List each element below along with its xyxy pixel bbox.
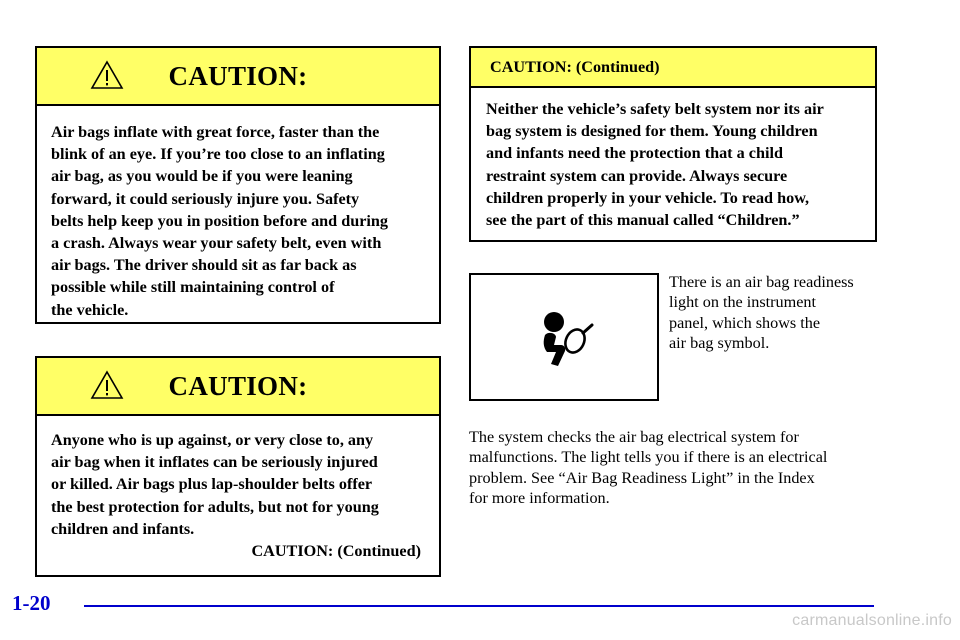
caution-line: a crash. Always wear your safety belt, even with (51, 234, 382, 253)
caution-line: possible while still maintaining control of (51, 278, 335, 297)
caution-text (37, 106, 439, 321)
readiness-light-description (669, 272, 899, 353)
caution-header (37, 48, 439, 106)
caution-line: bag system is designed for them. Young children (486, 122, 818, 141)
page-number: 1-20 (12, 591, 51, 615)
warning-triangle-icon (90, 60, 124, 90)
caution-line: children and infants. (51, 519, 195, 538)
air-bag-symbol-figure (469, 273, 659, 401)
caution-line: blink of an eye. If you’re too close to an inflating (51, 145, 385, 164)
caution-box-close-to-air-bag (35, 356, 441, 577)
text-line: panel, which shows the (669, 313, 821, 332)
text-line: problem. See “Air Bag Readiness Light” in the Index (469, 468, 815, 487)
caution-line: children properly in your vehicle. To read how, (486, 188, 810, 207)
caution-line: forward, it could seriously injure you. Safety (51, 189, 360, 208)
caution-continued-label: CAUTION: (Continued) (251, 542, 421, 561)
caution-line: or killed. Air bags plus lap-shoulder belts offer (51, 475, 373, 494)
caution-box-air-bag-force (35, 46, 441, 324)
text-line: air bag symbol. (669, 333, 770, 352)
caution-line: restraint system can provide. Always secure (486, 166, 788, 185)
caution-line: air bags. The driver should sit as far back as (51, 256, 357, 275)
caution-line: Air bags inflate with great force, faster than the (51, 123, 380, 141)
caution-text (471, 88, 875, 231)
caution-title: CAUTION: (168, 60, 308, 91)
system-check-description (469, 427, 889, 508)
text-line: light on the instrument (669, 293, 817, 312)
text-line: for more information. (469, 488, 610, 507)
caution-header (471, 48, 875, 88)
caution-title: CAUTION: (Continued) (490, 57, 660, 76)
caution-line: and infants need the protection that a child (486, 144, 783, 163)
caution-line: air bag when it inflates can be seriously injured (51, 453, 378, 472)
air-bag-readiness-icon (537, 311, 595, 369)
watermark-text: carmanualsonline.info (792, 612, 952, 629)
caution-line: belts help keep you in position before and during (51, 211, 389, 230)
caution-line: see the part of this manual called “Children.” (486, 211, 800, 230)
caution-text (37, 416, 439, 562)
caution-line: the best protection for adults, but not for young (51, 497, 379, 516)
caution-line: Neither the vehicle’s safety belt system nor its air (486, 100, 824, 118)
warning-triangle-icon (90, 370, 124, 400)
text-line: There is an air bag readiness (669, 273, 854, 291)
caution-box-continued (469, 46, 877, 242)
caution-title: CAUTION: (168, 370, 308, 401)
caution-line: the vehicle. (51, 300, 129, 319)
caution-line: air bag, as you would be if you were leaning (51, 167, 353, 186)
text-line: The system checks the air bag electrical system for (469, 428, 799, 446)
footer-divider (84, 605, 874, 607)
caution-line: Anyone who is up against, or very close to, any (51, 431, 374, 449)
caution-header (37, 358, 439, 416)
text-line: malfunctions. The light tells you if there is an electrical (469, 448, 828, 467)
